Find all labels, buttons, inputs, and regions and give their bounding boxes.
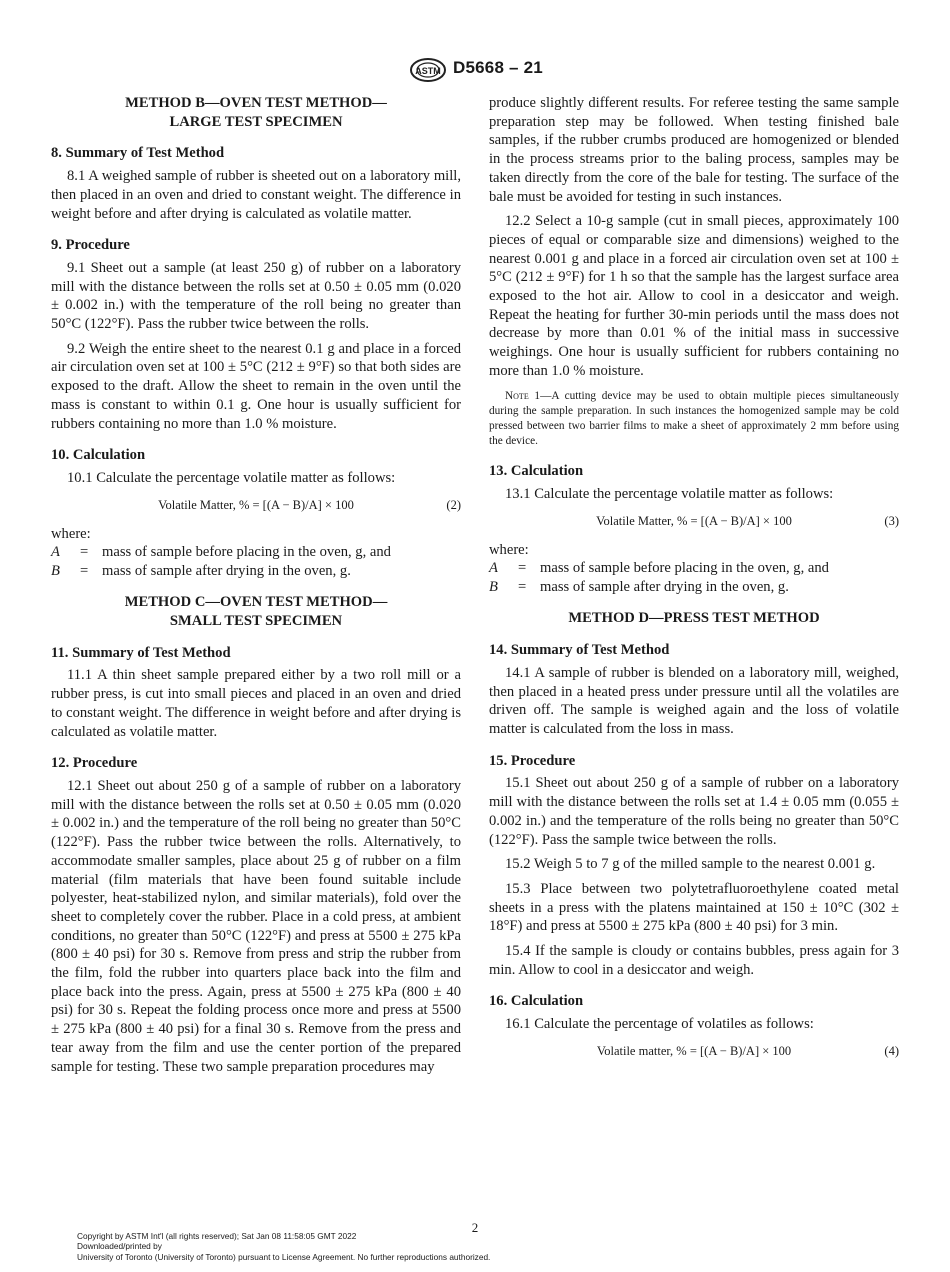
document-number: D5668 – 21 bbox=[453, 58, 543, 77]
paragraph-12-1: 12.1 Sheet out about 250 g of a sample of rubber on a laboratory mill with the distance between the rolls set at 0.50 ± 0.05 mm (0.020 ± 0.002 in.) and the temperature of the roll being no greater than 50°C (122°F). Pass the rubber twice between the rolls. Alternatively, to accommodate smaller samples, place about 25 g of rubber on a film material (film materials that have been found suitable include polyester, heat-stabilized nylon, and similar materials), fold over the sheet to completely cover the rubber. Place in a cold press, at ambient conditions, no greater than 50°C (122°F) and press at 5500 ± 275 kPa (800 ± 40 psi) for 30 s. Remove from press and strip the rubber from the film, fold the rubber into quarters place back into the film and place back into the press. Again, press at 5500 ± 275 kPa (800 ± 40 psi) for 30 s. Repeat the folding process once more and press at 5500 ± 275 kPa (800 ± 40 psi) for a final 30 s. Remove from the press and tear away from the film and use the center portion of the prepared sample for testing. These two sample preparation procedures may bbox=[51, 777, 461, 1075]
paragraph-15-3: 15.3 Place between two polytetrafluoroethylene coated metal sheets in a press with the platens maintained at 150 ± 10°C (302 ± 18°F) and press at 5500 ± 275 kPa (800 ± 40 psi) for 3 min. bbox=[489, 880, 899, 935]
equation-4-number: (4) bbox=[884, 1043, 899, 1058]
section-8-title: 8. Summary of Test Method bbox=[51, 145, 225, 162]
definition-b: B = mass of sample after drying in the oven, g. bbox=[51, 563, 351, 580]
section-15-title: 15. Procedure bbox=[489, 752, 576, 769]
left-column bbox=[51, 94, 461, 1082]
paragraph-8-1: 8.1 A weighed sample of rubber is sheeted out on a laboratory mill, then placed in an oven and dried to constant weight. The difference in weight before and after drying is calculated as volatile matter. bbox=[51, 168, 461, 222]
definition-a: A = mass of sample before placing in the oven, g, and bbox=[51, 544, 391, 561]
paragraph-15-4: 15.4 If the sample is cloudy or contains bubbles, press again for 3 min. Allow to cool in a desiccator and weigh. bbox=[489, 943, 899, 978]
paragraph-11-1: 11.1 A thin sheet sample prepared either by a two roll mill or a rubber press, is cut into small pieces and placed in an oven and dried to constant weight. The difference in weight before and after drying is calculated as volatile matter. bbox=[51, 667, 461, 740]
paragraph-16-1: 16.1 Calculate the percentage of volatiles as follows: bbox=[505, 1016, 814, 1033]
equation-4 bbox=[489, 1040, 899, 1061]
paragraph-12-1-continued: produce slightly different results. For referee testing the same sample preparation step may be followed. When testing finished bale samples, if the rubber crumbs produced are homogenized or blended in the process streams prior to the baling process, samples may be taken directly from the core of the bale for testing. The surface of the bale must be avoided for testing in such instances. bbox=[489, 95, 899, 205]
equation-4-formula: Volatile matter, % = [(A − B)/A] × 100 bbox=[596, 1043, 792, 1058]
astm-logo-icon bbox=[409, 58, 447, 82]
method-b-heading: METHOD B—OVEN TEST METHOD— LARGE TEST SPECIMEN bbox=[125, 95, 387, 130]
definition-a: A = mass of sample before placing in the oven, g, and bbox=[489, 560, 829, 577]
equation-3-number: (3) bbox=[884, 513, 899, 528]
section-10-title: 10. Calculation bbox=[51, 447, 146, 464]
paragraph-15-2: 15.2 Weigh 5 to 7 g of the milled sample to the nearest 0.001 g. bbox=[505, 856, 876, 873]
paragraph-9-2: 9.2 Weigh the entire sheet to the nearest 0.1 g and place in a forced air circulation oven set at 100 ± 5°C (212 ± 9°F) so that both sides are exposed to the draft. Allow the sheet to remain in the oven until the mass is constant to within 0.1 g. One hour is usually sufficient for rubbers containing no more than 1.0 % moisture. bbox=[51, 340, 461, 432]
paragraph-15-1: 15.1 Sheet out about 250 g of a sample of rubber on a laboratory mill with the distance between the rolls set at 1.4 ± 0.05 mm (0.055 ± 0.002 in.) and the temperature of the rolls being no greater than 50°C (122°F). Pass the sample twice between the rolls. bbox=[489, 775, 899, 848]
section-14-title: 14. Summary of Test Method bbox=[489, 642, 670, 659]
section-13-title: 13. Calculation bbox=[489, 463, 584, 480]
page-number: 2 bbox=[471, 1220, 479, 1235]
equation-3-formula: Volatile Matter, % = [(A − B)/A] × 100 bbox=[596, 513, 792, 528]
method-c-heading: METHOD C—OVEN TEST METHOD— SMALL TEST SPECIMEN bbox=[124, 594, 388, 630]
paragraph-13-1: 13.1 Calculate the percentage volatile matter as follows: bbox=[505, 486, 834, 503]
where-label: where: bbox=[51, 525, 91, 542]
paragraph-10-1: 10.1 Calculate the percentage volatile matter as follows: bbox=[67, 469, 396, 486]
equation-2-number: (2) bbox=[446, 497, 461, 512]
section-11-title: 11. Summary of Test Method bbox=[51, 644, 231, 661]
paragraph-14-1: 14.1 A sample of rubber is blended on a laboratory mill, weighed, then placed in a heated press under pressure until all the volatiles are driven off. The sample is weighed again and the loss of volatile matter is calculated from the loss in mass. bbox=[489, 664, 899, 737]
section-16-title: 16. Calculation bbox=[489, 993, 584, 1010]
equation-2 bbox=[51, 494, 461, 515]
section-12-title: 12. Procedure bbox=[51, 755, 138, 772]
svg-text:ASTM: ASTM bbox=[415, 66, 441, 76]
paragraph-9-1: 9.1 Sheet out a sample (at least 250 g) of rubber on a laboratory mill with the distance between the rolls set at 0.50 ± 0.05 mm (0.020 ± 0.002 in.) with the temperature of the roll being no greater than 50°C (122°F). Pass the rubber twice between the rolls. bbox=[51, 259, 461, 333]
copyright-footer: Copyright by ASTM Int'l (all rights reserved); Sat Jan 08 11:58:05 GMT 2022 Downloaded/printed by University of Toronto (University of Toronto) pursuant to License Agreement. No further reproductions authorized. bbox=[77, 1231, 491, 1262]
equation-3 bbox=[489, 510, 899, 531]
note-1: Note 1—A cutting device may be used to obtain multiple pieces simultaneously during the sample preparation. In such instances the homogenized sample may be cold pressed between two barrier films to make a sheet of approximately 2 mm before using the device. bbox=[489, 389, 899, 448]
section-9-title: 9. Procedure bbox=[51, 237, 130, 254]
where-label: where: bbox=[489, 541, 529, 558]
right-column bbox=[489, 94, 899, 1071]
method-d-heading: METHOD D—PRESS TEST METHOD bbox=[568, 610, 820, 627]
equation-2-formula: Volatile Matter, % = [(A − B)/A] × 100 bbox=[158, 497, 354, 512]
page-header bbox=[0, 54, 950, 84]
paragraph-12-2: 12.2 Select a 10-g sample (cut in small pieces, approximately 100 pieces of equal or comparable size and dimensions) weighed to the nearest 0.001 g and place in a forced air circulation oven set at 100 ± 5°C (212 ± 9°F) for 1 h so that the sample has the largest surface area exposed to the hot air. Allow to cool in a desiccator and weigh. Repeat the heating for further 30-min periods until the mass does not decrease by more than 0.01 % of the initial mass in successive weighings. One hour is usually sufficient for rubbers containing no more than 1.0 % moisture. bbox=[489, 213, 899, 379]
definition-b: B = mass of sample after drying in the oven, g. bbox=[489, 579, 789, 596]
